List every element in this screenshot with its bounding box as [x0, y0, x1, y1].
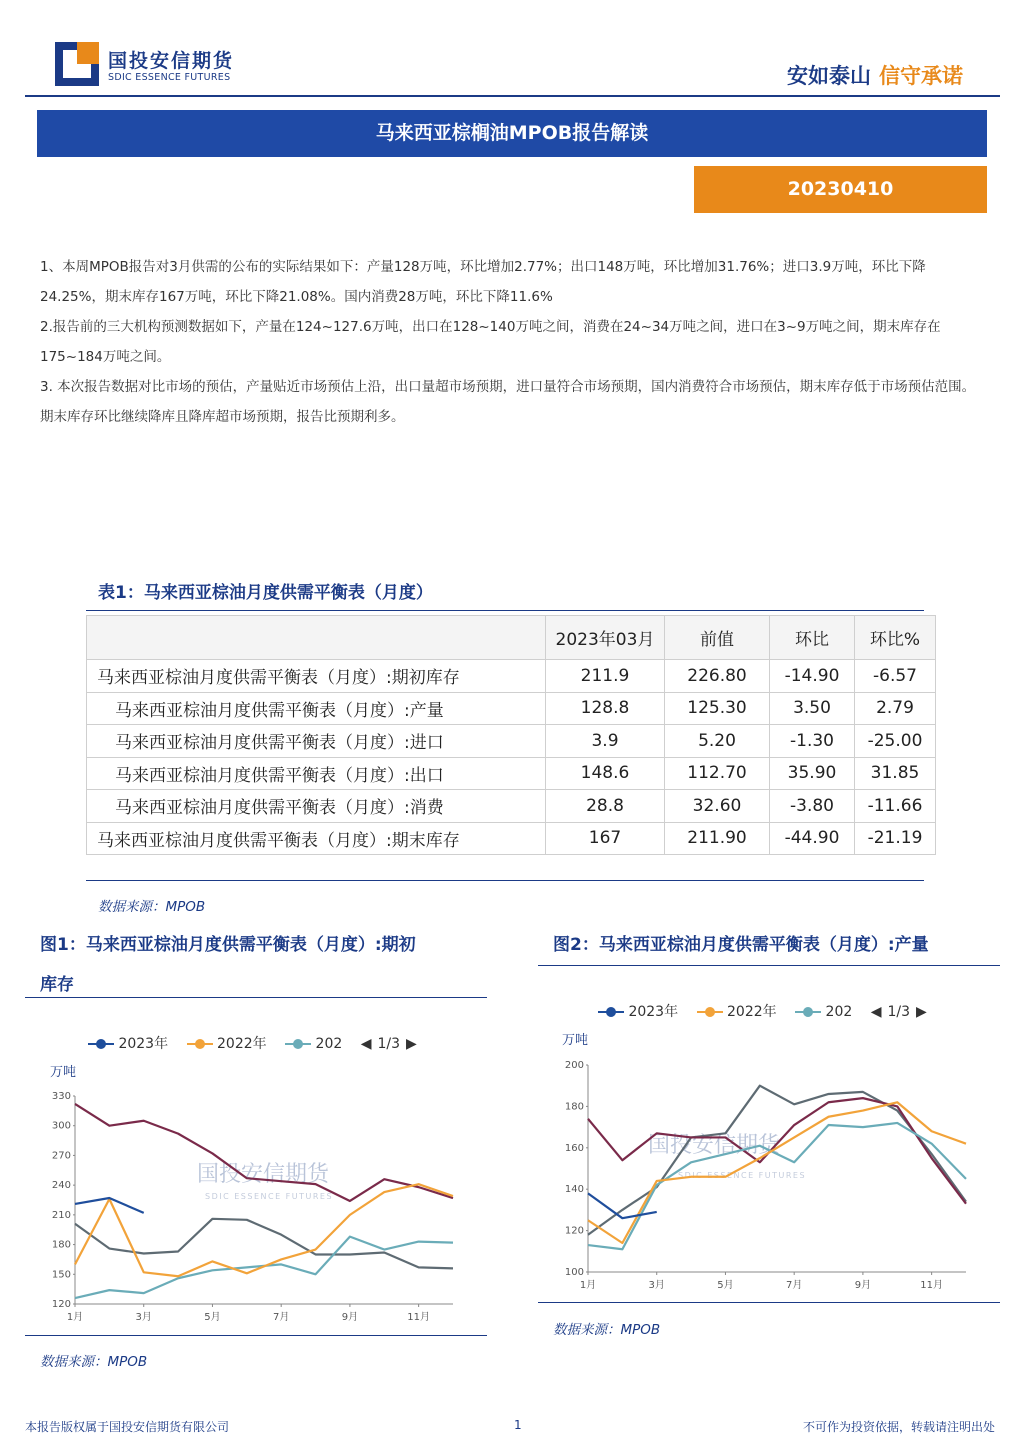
figure-1-legend	[88, 1033, 417, 1053]
table-cell: 148.6	[546, 757, 665, 790]
figure-1-bottom-rule	[25, 1335, 487, 1336]
table-cell: 28.8	[546, 790, 665, 823]
y-tick-label: 180	[564, 1101, 584, 1113]
company-name-cn: 国投安信期货	[108, 50, 235, 72]
table-cell: -3.80	[770, 790, 855, 823]
table-cell: 35.90	[770, 757, 855, 790]
row-label: 马来西亚棕油月度供需平衡表（月度）:期末库存	[87, 822, 546, 855]
table-cell: 31.85	[855, 757, 936, 790]
legend-item[interactable]	[697, 1001, 777, 1021]
table-cell: 211.9	[546, 660, 665, 693]
row-label: 马来西亚棕油月度供需平衡表（月度）:进口	[87, 725, 546, 758]
legend-item[interactable]	[598, 1001, 678, 1021]
table-cell: -14.90	[770, 660, 855, 693]
footer-disclaimer: 不可作为投资依据，转载请注明出处	[802, 1420, 995, 1434]
x-tick-label: 1月	[66, 1312, 84, 1323]
x-tick-label: 5月	[204, 1312, 221, 1323]
row-label: 马来西亚棕油月度供需平衡表（月度）:产量	[87, 692, 546, 725]
table-header-cell: 前值	[665, 616, 770, 660]
table-cell: -21.19	[855, 822, 936, 855]
legend-2023-icon	[598, 1006, 624, 1018]
table-row	[87, 660, 936, 693]
x-tick-label: 3月	[648, 1280, 665, 1291]
table-bottom-rule	[86, 880, 924, 881]
table-cell: 211.90	[665, 822, 770, 855]
x-tick-label: 7月	[785, 1280, 803, 1291]
table-header-cell: 环比%	[855, 616, 936, 660]
watermark-text: 国投安信期货	[648, 1133, 781, 1158]
table-header-cell: 环比	[770, 616, 855, 660]
legend-next-icon[interactable]: ▶	[406, 1036, 417, 1052]
figure-1-top-rule	[25, 997, 487, 998]
paragraph-2: 2.报告前的三大机构预测数据如下，产量在124~127.6万吨，出口在128~140万吨之间，消费在24~34万吨之间，进口在3~9万吨之间，期末库存在175~184万吨之间。	[40, 319, 941, 365]
legend-label: 2022年	[217, 1036, 267, 1052]
y-tick-label: 160	[564, 1142, 584, 1154]
y-tick-label: 200	[564, 1060, 584, 1071]
legend-prev-icon[interactable]: ◀	[360, 1036, 372, 1052]
slogan-part-a: 安如泰山	[787, 64, 871, 88]
slogan-part-b: 信守承诺	[879, 64, 963, 88]
figure-1-unit: 万吨	[50, 1065, 77, 1080]
y-tick-label: 100	[564, 1267, 584, 1278]
header-divider	[25, 95, 1000, 97]
table-row	[87, 725, 936, 758]
report-date: 20230410	[694, 166, 987, 213]
legend-prev-icon[interactable]: ◀	[870, 1004, 882, 1020]
legend-202-icon	[285, 1038, 311, 1050]
legend-label: 202	[315, 1036, 343, 1052]
figure-2-bottom-rule	[538, 1302, 1000, 1303]
legend-2022-icon	[697, 1006, 723, 1018]
table-cell: -25.00	[855, 725, 936, 758]
table-cell: -44.90	[770, 822, 855, 855]
table-top-rule	[86, 610, 924, 611]
y-tick-label: 330	[51, 1091, 71, 1102]
table-cell: 3.9	[546, 725, 665, 758]
figure-2-legend	[598, 1001, 927, 1021]
table-cell: -11.66	[855, 790, 936, 823]
figure-2-title: 图2：马来西亚棕油月度供需平衡表（月度）:产量	[553, 935, 929, 955]
legend-label: 202	[825, 1004, 853, 1020]
x-tick-label: 11月	[407, 1312, 431, 1323]
x-tick-label: 3月	[135, 1312, 152, 1323]
table-cell: -6.57	[855, 660, 936, 693]
table-cell: 3.50	[770, 692, 855, 725]
legend-202-icon	[795, 1006, 821, 1018]
legend-label: 2023年	[628, 1004, 679, 1020]
legend-item[interactable]	[88, 1033, 168, 1053]
x-tick-label: 11月	[920, 1280, 944, 1291]
table-header-cell: 2023年03月	[546, 616, 665, 660]
y-tick-label: 240	[51, 1180, 71, 1192]
paragraph-3: 3. 本次报告数据对比市场的预估，产量贴近市场预估上沿，出口量超市场预期，进口量符合市场预期，国内消费符合市场预估，期末库存低于市场预估范围。期末库存环比继续降库且降库超市场预期，报告比预期利多。	[40, 379, 976, 425]
y-tick-label: 210	[51, 1209, 71, 1221]
watermark-text-en: SDIC ESSENCE FUTURES	[205, 1192, 334, 1201]
table-row	[87, 822, 936, 855]
company-name-en: SDIC ESSENCE FUTURES	[108, 72, 231, 83]
x-tick-label: 5月	[717, 1280, 734, 1291]
figure-2-source: 数据来源：MPOB	[553, 1322, 661, 1338]
table-row	[87, 757, 936, 790]
y-tick-label: 300	[51, 1120, 71, 1132]
figure-2-unit: 万吨	[562, 1033, 589, 1048]
legend-item[interactable]	[285, 1036, 342, 1052]
legend-pager: 1/3	[887, 1004, 911, 1020]
footer-copyright: 本报告版权属于国投安信期货有限公司	[25, 1420, 230, 1434]
table-row	[87, 692, 936, 725]
legend-pager: 1/3	[377, 1036, 401, 1052]
figure-2-chart	[538, 1052, 1000, 1302]
table-row	[87, 790, 936, 823]
watermark-text: 国投安信期货	[197, 1162, 330, 1187]
footer-page-number: 1	[514, 1418, 522, 1432]
table-cell: 2.79	[855, 692, 936, 725]
series-line	[75, 1219, 453, 1269]
slogan	[787, 60, 963, 90]
x-tick-label: 1月	[579, 1280, 597, 1291]
table-source: 数据来源：MPOB	[98, 899, 206, 915]
table-cell: 167	[546, 822, 665, 855]
table-cell: 128.8	[546, 692, 665, 725]
legend-item[interactable]	[187, 1033, 267, 1053]
table-cell: 125.30	[665, 692, 770, 725]
x-tick-label: 7月	[272, 1312, 290, 1323]
company-logo-icon	[55, 42, 99, 86]
y-tick-label: 120	[564, 1225, 584, 1237]
series-line	[588, 1086, 966, 1235]
table-cell: 32.60	[665, 790, 770, 823]
balance-table	[86, 615, 936, 855]
legend-item[interactable]	[795, 1004, 852, 1020]
row-label: 马来西亚棕油月度供需平衡表（月度）:消费	[87, 790, 546, 823]
x-tick-label: 9月	[854, 1280, 872, 1291]
legend-2023-icon	[88, 1038, 114, 1050]
figure-1-source: 数据来源：MPOB	[40, 1354, 148, 1370]
legend-next-icon[interactable]: ▶	[916, 1004, 927, 1020]
legend-2022-icon	[187, 1038, 213, 1050]
figure-2-top-rule	[538, 965, 1000, 966]
table-cell: 226.80	[665, 660, 770, 693]
table-cell: 112.70	[665, 757, 770, 790]
y-tick-label: 270	[51, 1150, 71, 1162]
table-title: 表1：马来西亚棕油月度供需平衡表（月度）	[98, 583, 433, 603]
watermark-text-en: SDIC ESSENCE FUTURES	[678, 1171, 807, 1180]
row-label: 马来西亚棕油月度供需平衡表（月度）:期初库存	[87, 660, 546, 693]
y-tick-label: 150	[51, 1269, 71, 1281]
x-tick-label: 9月	[341, 1312, 359, 1323]
table-header-cell	[87, 616, 546, 660]
figure-1-chart	[25, 1085, 487, 1335]
legend-label: 2022年	[727, 1004, 777, 1020]
legend-label: 2023年	[118, 1036, 169, 1052]
table-cell: 5.20	[665, 725, 770, 758]
y-tick-label: 180	[51, 1239, 71, 1251]
report-title: 马来西亚棕榈油MPOB报告解读	[37, 110, 987, 157]
row-label: 马来西亚棕油月度供需平衡表（月度）:出口	[87, 757, 546, 790]
paragraph-1: 1、本周MPOB报告对3月供需的公布的实际结果如下：产量128万吨，环比增加2.77%；出口148万吨，环比增加31.76%；进口3.9万吨，环比下降24.25%，期末库存167万吨，环比下降21.08%。国内消费28万吨，环比下降11.6%	[40, 259, 926, 305]
figure-1-title-line2: 库存	[40, 975, 74, 995]
table-cell: -1.30	[770, 725, 855, 758]
figure-1-title-line1: 图1：马来西亚棕油月度供需平衡表（月度）:期初	[40, 935, 416, 955]
y-tick-label: 120	[51, 1299, 71, 1310]
y-tick-label: 140	[564, 1184, 584, 1196]
table-header-row	[87, 616, 936, 660]
